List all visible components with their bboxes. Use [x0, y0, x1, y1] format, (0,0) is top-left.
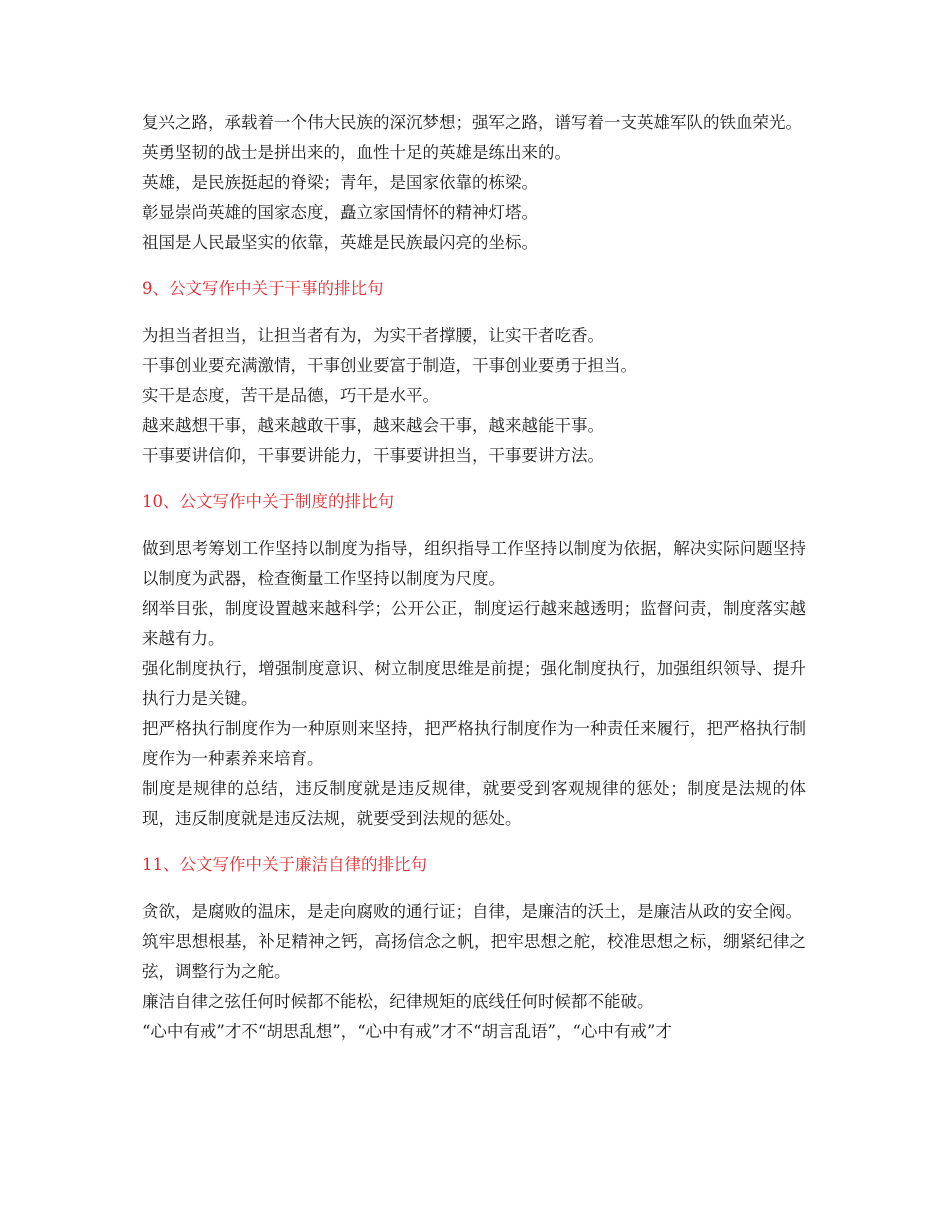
body-paragraph: 复兴之路，承载着一个伟大民族的深沉梦想；强军之路，谱写着一支英雄军队的铁血荣光。 — [142, 113, 802, 132]
section-heading: 11、公文写作中关于廉洁自律的排比句 — [142, 855, 427, 874]
body-paragraph: 实干是态度，苦干是品德，巧干是水平。 — [142, 386, 439, 405]
body-paragraph: 制度是规律的总结，违反制度就是违反规律，就要受到客观规律的惩处；制度是法规的体现，违反制度就是违反法规，就要受到法规的惩处。 — [142, 779, 806, 828]
body-paragraph: 英雄，是民族挺起的脊梁；青年，是国家依靠的栋梁。 — [142, 173, 538, 192]
body-paragraph: 英勇坚韧的战士是拼出来的，血性十足的英雄是练出来的。 — [142, 143, 571, 162]
body-paragraph: 贪欲，是腐败的温床，是走向腐败的通行证；自律，是廉洁的沃土，是廉洁从政的安全阀。 — [142, 902, 802, 921]
body-paragraph: 做到思考筹划工作坚持以制度为指导，组织指导工作坚持以制度为依据，解决实际问题坚持以制度为武器，检查衡量工作坚持以制度为尺度。 — [142, 539, 806, 588]
body-paragraph: 彰显崇尚英雄的国家态度，矗立家国情怀的精神灯塔。 — [142, 203, 538, 222]
body-paragraph: 把严格执行制度作为一种原则来坚持，把严格执行制度作为一种责任来履行，把严格执行制度作为一种素养来培育。 — [142, 719, 806, 768]
body-paragraph: 筑牢思想根基，补足精神之钙，高扬信念之帆，把牢思想之舵，校准思想之标，绷紧纪律之弦，调整行为之舵。 — [142, 932, 806, 981]
body-paragraph: “心中有戒”才不“胡思乱想”，“心中有戒”才不“胡言乱语”，“心中有戒”才 — [142, 1022, 672, 1041]
body-paragraph: 干事创业要充满激情，干事创业要富于制造，干事创业要勇于担当。 — [142, 356, 637, 375]
body-paragraph: 廉洁自律之弦任何时候都不能松，纪律规矩的底线任何时候都不能破。 — [142, 992, 654, 1011]
body-paragraph: 干事要讲信仰，干事要讲能力，干事要讲担当，干事要讲方法。 — [142, 446, 604, 465]
body-paragraph: 祖国是人民最坚实的依靠，英雄是民族最闪亮的坐标。 — [142, 233, 538, 252]
section-heading: 10、公文写作中关于制度的排比句 — [142, 492, 394, 511]
document-body — [142, 108, 806, 1047]
body-paragraph: 纲举目张，制度设置越来越科学；公开公正，制度运行越来越透明；监督问责，制度落实越来越有力。 — [142, 599, 806, 648]
body-paragraph: 强化制度执行，增强制度意识、树立制度思维是前提；强化制度执行，加强组织领导、提升执行力是关键。 — [142, 659, 806, 708]
body-paragraph: 越来越想干事，越来越敢干事，越来越会干事，越来越能干事。 — [142, 416, 604, 435]
body-paragraph: 为担当者担当，让担当者有为，为实干者撑腰，让实干者吃香。 — [142, 326, 604, 345]
section-heading: 9、公文写作中关于干事的排比句 — [142, 279, 384, 298]
